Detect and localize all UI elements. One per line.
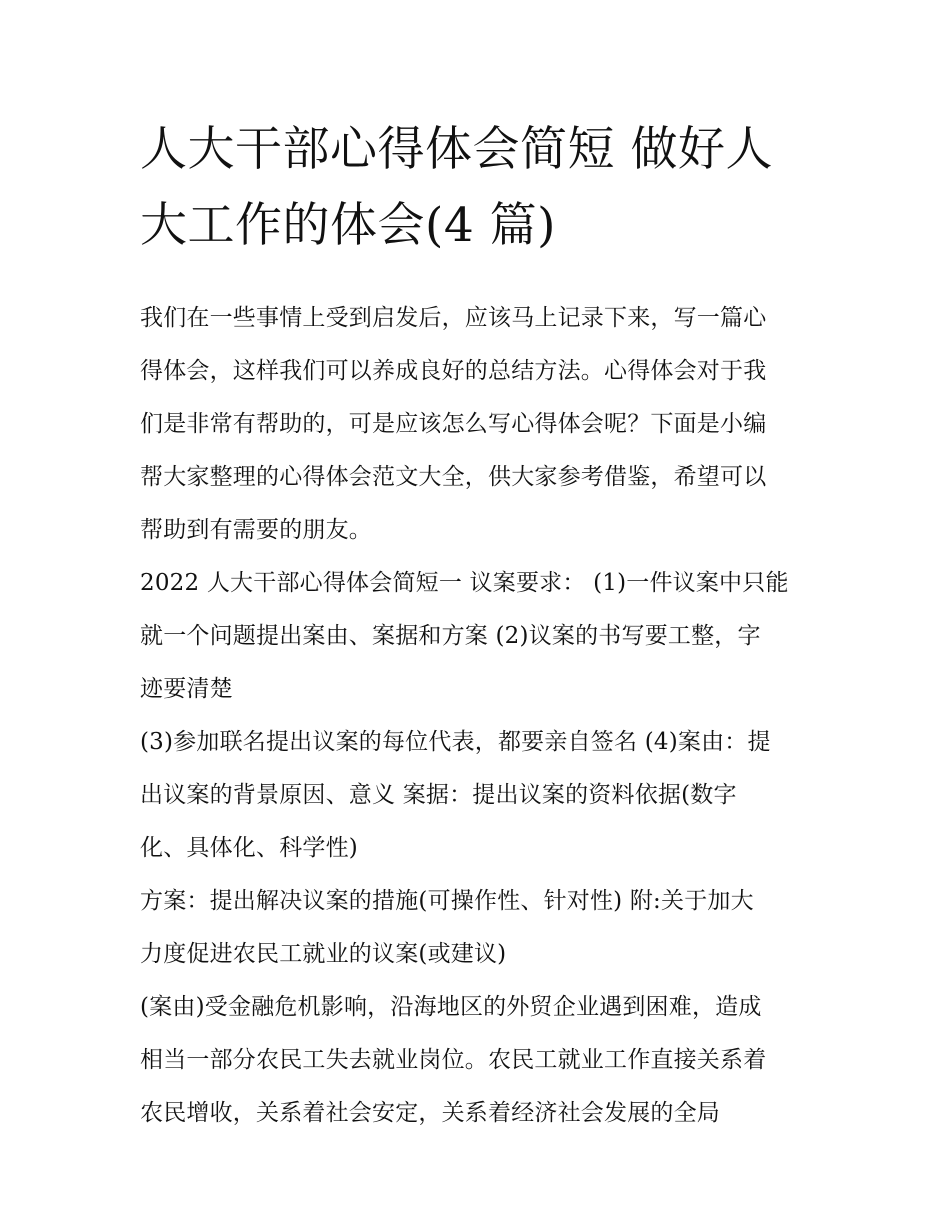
text-line-16: 农民增收，关系着社会安定，关系着经济社会发展的全局 xyxy=(140,1100,720,1126)
title-line-1: 人大干部心得体会简短 做好人 xyxy=(140,122,773,177)
text-line-15: 相当一部分农民工失去就业岗位。农民工就业工作直接关系着 xyxy=(140,1047,767,1073)
text-line-7: 就一个问题提出案由、案据和方案 (2)议案的书写要工整，字 xyxy=(140,623,761,649)
text-line-4: 帮大家整理的心得体会范文大全，供大家参考借鉴，希望可以 xyxy=(140,464,767,490)
text-line-5: 帮助到有需要的朋友。 xyxy=(140,517,372,543)
text-line-6: 2022 人大干部心得体会简短一 议案要求： (1)一件议案中只能 xyxy=(140,570,789,596)
text-line-2: 得体会，这样我们可以养成良好的总结方法。心得体会对于我 xyxy=(140,358,767,384)
document-body xyxy=(140,292,812,1140)
title-line-2: 大工作的体会(4 篇) xyxy=(140,198,557,253)
text-line-10: 出议案的背景原因、意义 案据：提出议案的资料依据(数字 xyxy=(140,782,737,808)
text-line-9: (3)参加联名提出议案的每位代表，都要亲自签名 (4)案由：提 xyxy=(140,729,771,755)
text-line-8: 迹要清楚 xyxy=(140,676,233,702)
document-page xyxy=(140,112,812,1140)
text-line-11: 化、具体化、科学性) xyxy=(140,835,358,861)
text-line-12: 方案：提出解决议案的措施(可操作性、针对性) 附:关于加大 xyxy=(140,888,754,914)
document-title xyxy=(140,112,812,264)
text-line-3: 们是非常有帮助的，可是应该怎么写心得体会呢？下面是小编 xyxy=(140,411,767,437)
text-line-13: 力度促进农民工就业的议案(或建议) xyxy=(140,941,507,967)
text-line-14: (案由)受金融危机影响，沿海地区的外贸企业遇到困难，造成 xyxy=(140,994,762,1020)
text-line-1: 我们在一些事情上受到启发后，应该马上记录下来，写一篇心 xyxy=(140,305,767,331)
